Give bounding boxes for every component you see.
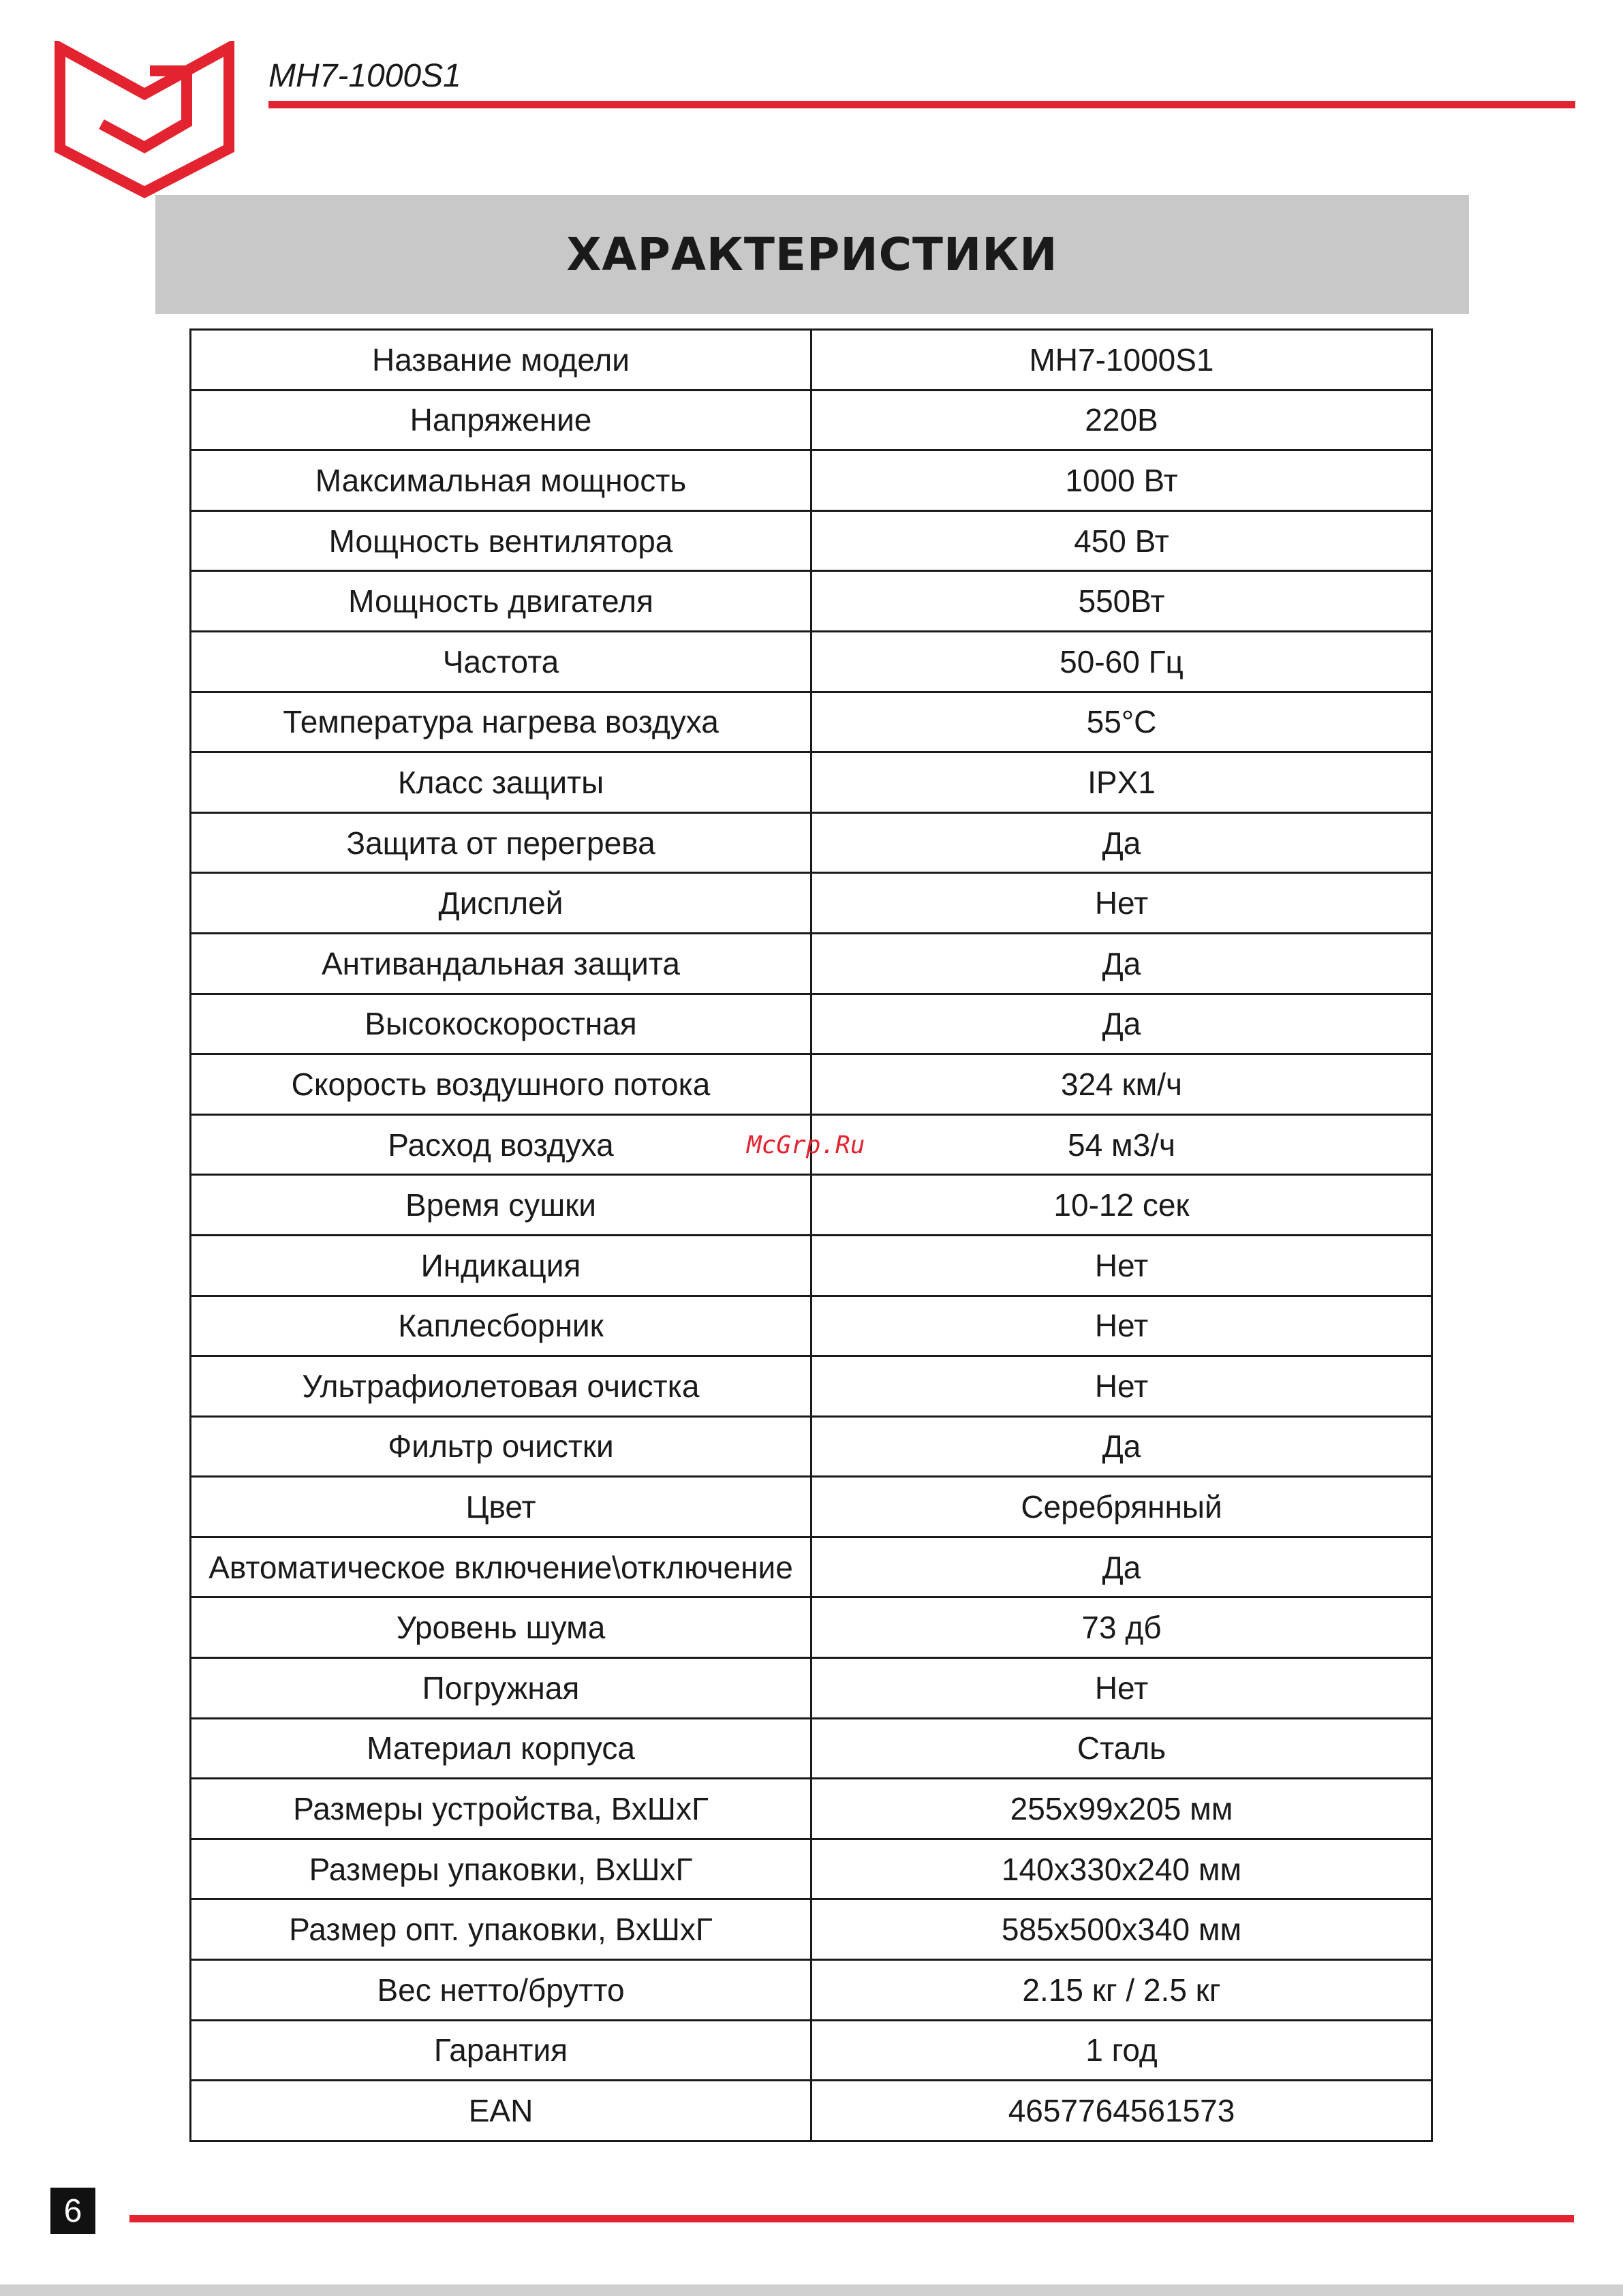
- table-row: [191, 1537, 1432, 1597]
- spec-name: Размер опт. упаковки, ВхШхГ: [191, 1899, 812, 1960]
- spec-name: Максимальная мощность: [191, 450, 812, 511]
- spec-value: IPX1: [812, 752, 1432, 813]
- spec-name: Индикация: [191, 1235, 812, 1296]
- spec-value: 550Вт: [812, 571, 1432, 632]
- table-row: [191, 1296, 1432, 1356]
- spec-name: Автоматическое включение\отключение: [191, 1537, 812, 1597]
- table-row: [191, 571, 1432, 632]
- table-row: [191, 1960, 1432, 2021]
- spec-value: 585x500x340 мм: [812, 1899, 1432, 1960]
- table-row: [191, 1718, 1432, 1779]
- table-row: [191, 1658, 1432, 1719]
- spec-name: Высокоскоростная: [191, 994, 812, 1054]
- model-header: MH7-1000S1: [268, 58, 461, 94]
- spec-value: 73 дб: [812, 1597, 1432, 1658]
- spec-name: Размеры устройства, ВхШхГ: [191, 1779, 812, 1839]
- spec-name: Погружная: [191, 1658, 812, 1719]
- table-row: [191, 450, 1432, 511]
- table-row: [191, 1054, 1432, 1115]
- title-band: [155, 195, 1469, 314]
- spec-value: Да: [812, 1537, 1432, 1597]
- table-row: [191, 1235, 1432, 1296]
- spec-value: 220В: [812, 390, 1432, 450]
- table-row: [191, 1779, 1432, 1839]
- spec-value: Нет: [812, 873, 1432, 934]
- table-row: [191, 1899, 1432, 1960]
- table-row: [191, 330, 1432, 391]
- spec-name: Частота: [191, 631, 812, 692]
- spec-name: EAN: [191, 2081, 812, 2141]
- spec-value: MH7-1000S1: [812, 330, 1432, 391]
- header-rule: [268, 101, 1575, 108]
- spec-value: 55°C: [812, 692, 1432, 752]
- page-number: 6: [50, 2188, 95, 2234]
- table-row: [191, 692, 1432, 752]
- table-row: [191, 1416, 1432, 1477]
- spec-name: Скорость воздушного потока: [191, 1054, 812, 1115]
- spec-name: Напряжение: [191, 390, 812, 450]
- table-row: [191, 752, 1432, 813]
- table-row: [191, 1477, 1432, 1537]
- table-row: [191, 873, 1432, 934]
- spec-value: 324 км/ч: [812, 1054, 1432, 1115]
- spec-name: Цвет: [191, 1477, 812, 1537]
- spec-name: Класс защиты: [191, 752, 812, 813]
- spec-value: 140x330x240 мм: [812, 1839, 1432, 1899]
- spec-value: 2.15 кг / 2.5 кг: [812, 1960, 1432, 2021]
- spec-value: Нет: [812, 1658, 1432, 1719]
- spec-name: Гарантия: [191, 2020, 812, 2081]
- spec-name: Мощность вентилятора: [191, 510, 812, 571]
- page-title: ХАРАКТЕРИСТИКИ: [566, 228, 1058, 281]
- spec-value: Да: [812, 1416, 1432, 1477]
- spec-name: Мощность двигателя: [191, 571, 812, 632]
- spec-value: 54 м3/ч: [812, 1114, 1432, 1175]
- table-row: [191, 390, 1432, 450]
- spec-value: 10-12 сек: [812, 1175, 1432, 1236]
- table-row: [191, 1175, 1432, 1236]
- spec-value: Да: [812, 812, 1432, 873]
- spec-value: 4657764561573: [812, 2081, 1432, 2141]
- spec-name: Материал корпуса: [191, 1718, 812, 1779]
- spec-name: Вес нетто/брутто: [191, 1960, 812, 2021]
- table-row: [191, 812, 1432, 873]
- table-row: [191, 510, 1432, 571]
- spec-value: 1000 Вт: [812, 450, 1432, 511]
- spec-name: Защита от перегрева: [191, 812, 812, 873]
- spec-value: Нет: [812, 1235, 1432, 1296]
- table-row: [191, 631, 1432, 692]
- watermark: McGrp.Ru: [747, 1131, 865, 1159]
- spec-name: Фильтр очистки: [191, 1416, 812, 1477]
- table-row: [191, 2020, 1432, 2081]
- spec-name: Уровень шума: [191, 1597, 812, 1658]
- spec-value: 1 год: [812, 2020, 1432, 2081]
- specs-table: [189, 328, 1433, 2142]
- table-row: [191, 2081, 1432, 2141]
- table-row: [191, 994, 1432, 1054]
- table-row: [191, 1597, 1432, 1658]
- spec-value: 450 Вт: [812, 510, 1432, 571]
- table-row: [191, 1839, 1432, 1899]
- spec-value: Да: [812, 994, 1432, 1054]
- spec-name: Размеры упаковки, ВхШхГ: [191, 1839, 812, 1899]
- spec-value: Нет: [812, 1356, 1432, 1417]
- spec-name: Каплесборник: [191, 1296, 812, 1356]
- brand-logo-icon: [53, 41, 236, 199]
- spec-value: Серебрянный: [812, 1477, 1432, 1537]
- spec-name: Расход воздуха: [191, 1114, 812, 1175]
- bottom-edge-strip: [0, 2284, 1623, 2296]
- spec-name: Ультрафиолетовая очистка: [191, 1356, 812, 1417]
- spec-name: Дисплей: [191, 873, 812, 934]
- spec-name: Антивандальная защита: [191, 933, 812, 994]
- table-row: [191, 933, 1432, 994]
- spec-name: Название модели: [191, 330, 812, 391]
- footer-rule: [129, 2215, 1574, 2222]
- spec-name: Температура нагрева воздуха: [191, 692, 812, 752]
- spec-value: 255x99x205 мм: [812, 1779, 1432, 1839]
- spec-value: Сталь: [812, 1718, 1432, 1779]
- spec-value: Нет: [812, 1296, 1432, 1356]
- spec-value: 50-60 Гц: [812, 631, 1432, 692]
- spec-name: Время сушки: [191, 1175, 812, 1236]
- table-row: [191, 1356, 1432, 1417]
- spec-value: Да: [812, 933, 1432, 994]
